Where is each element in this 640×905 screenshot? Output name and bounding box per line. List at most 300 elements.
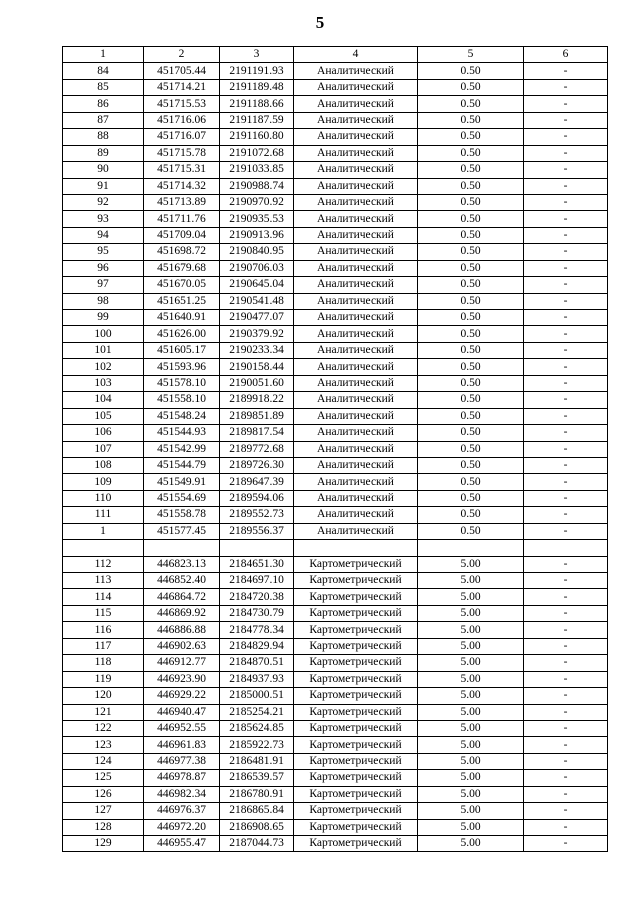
cell-method: Аналитический xyxy=(294,112,418,128)
cell-y-coordinate: 2185624.85 xyxy=(220,720,294,736)
cell-x-coordinate: 451577.45 xyxy=(144,523,220,539)
cell-note: - xyxy=(524,162,608,178)
cell-y-coordinate: 2191187.59 xyxy=(220,112,294,128)
cell-accuracy: 0.50 xyxy=(418,408,524,424)
cell-y-coordinate: 2184778.34 xyxy=(220,622,294,638)
cell-x-coordinate: 451605.17 xyxy=(144,342,220,358)
cell-y-coordinate: 2184651.30 xyxy=(220,556,294,572)
cell-method: Аналитический xyxy=(294,408,418,424)
cell-accuracy: 5.00 xyxy=(418,655,524,671)
cell-y-coordinate: 2184730.79 xyxy=(220,605,294,621)
cell-accuracy: 5.00 xyxy=(418,836,524,852)
cell-note: - xyxy=(524,655,608,671)
cell-x-coordinate: 446852.40 xyxy=(144,573,220,589)
cell-point-number: 84 xyxy=(63,63,144,79)
table-row xyxy=(63,129,608,145)
cell-method: Аналитический xyxy=(294,441,418,457)
cell-y-coordinate: 2191033.85 xyxy=(220,162,294,178)
cell-accuracy: 5.00 xyxy=(418,753,524,769)
cell-point-number: 120 xyxy=(63,688,144,704)
cell-point-number: 128 xyxy=(63,819,144,835)
table-row xyxy=(63,162,608,178)
table-row xyxy=(63,803,608,819)
cell-x-coordinate: 446864.72 xyxy=(144,589,220,605)
cell-x-coordinate: 446976.37 xyxy=(144,803,220,819)
cell-note: - xyxy=(524,770,608,786)
cell-x-coordinate: 451709.04 xyxy=(144,227,220,243)
table-row xyxy=(63,408,608,424)
cell-point-number: 118 xyxy=(63,655,144,671)
cell-y-coordinate: 2186780.91 xyxy=(220,786,294,802)
cell-point-number: 111 xyxy=(63,507,144,523)
cell-accuracy: 5.00 xyxy=(418,819,524,835)
cell-y-coordinate: 2185922.73 xyxy=(220,737,294,753)
cell-x-coordinate: 446823.13 xyxy=(144,556,220,572)
table-row xyxy=(63,770,608,786)
cell-point-number: 96 xyxy=(63,260,144,276)
cell-accuracy: 0.50 xyxy=(418,392,524,408)
cell-y-coordinate: 2184937.93 xyxy=(220,671,294,687)
cell-accuracy: 0.50 xyxy=(418,260,524,276)
cell-x-coordinate: 451716.06 xyxy=(144,112,220,128)
table-row xyxy=(63,145,608,161)
cell-y-coordinate: 2191160.80 xyxy=(220,129,294,145)
cell-note: - xyxy=(524,392,608,408)
cell-point-number: 100 xyxy=(63,326,144,342)
header-col-4: 4 xyxy=(294,47,418,63)
cell-note: - xyxy=(524,704,608,720)
cell-point-number: 1 xyxy=(63,523,144,539)
cell-x-coordinate: 451713.89 xyxy=(144,194,220,210)
cell-accuracy: 0.50 xyxy=(418,293,524,309)
cell-method: Картометрический xyxy=(294,556,418,572)
cell-note: - xyxy=(524,178,608,194)
cell-accuracy: 5.00 xyxy=(418,720,524,736)
cell-y-coordinate: 2189918.22 xyxy=(220,392,294,408)
table-row xyxy=(63,490,608,506)
cell-method: Аналитический xyxy=(294,277,418,293)
cell-method: Картометрический xyxy=(294,836,418,852)
cell-x-coordinate: 451714.21 xyxy=(144,79,220,95)
cell-note: - xyxy=(524,490,608,506)
cell-y-coordinate: 2184829.94 xyxy=(220,638,294,654)
cell-x-coordinate: 446869.92 xyxy=(144,605,220,621)
table-header xyxy=(63,47,608,63)
cell-method: Аналитический xyxy=(294,457,418,473)
cell-accuracy: 0.50 xyxy=(418,211,524,227)
cell-method: Картометрический xyxy=(294,786,418,802)
table-row xyxy=(63,293,608,309)
cell-method: Картометрический xyxy=(294,605,418,621)
cell-point-number: 129 xyxy=(63,836,144,852)
table-row xyxy=(63,211,608,227)
cell-method: Аналитический xyxy=(294,63,418,79)
cell-y-coordinate: 2189851.89 xyxy=(220,408,294,424)
cell-note: - xyxy=(524,310,608,326)
cell-accuracy: 5.00 xyxy=(418,605,524,621)
cell-method: Картометрический xyxy=(294,770,418,786)
cell-point-number: 122 xyxy=(63,720,144,736)
cell-point-number: 104 xyxy=(63,392,144,408)
cell-accuracy: 5.00 xyxy=(418,803,524,819)
cell-method: Аналитический xyxy=(294,293,418,309)
cell-note: - xyxy=(524,425,608,441)
table-row xyxy=(63,540,608,556)
cell-y-coordinate: 2189647.39 xyxy=(220,474,294,490)
cell-method: Аналитический xyxy=(294,129,418,145)
cell-y-coordinate: 2190541.48 xyxy=(220,293,294,309)
cell-accuracy: 0.50 xyxy=(418,227,524,243)
cell-point-number: 98 xyxy=(63,293,144,309)
cell-method: Картометрический xyxy=(294,622,418,638)
cell-method: Аналитический xyxy=(294,490,418,506)
cell-x-coordinate: 451554.69 xyxy=(144,490,220,506)
cell-y-coordinate: 2186539.57 xyxy=(220,770,294,786)
cell-note: - xyxy=(524,227,608,243)
table-row xyxy=(63,671,608,687)
table-body xyxy=(63,63,608,852)
cell-x-coordinate xyxy=(144,540,220,556)
cell-note: - xyxy=(524,326,608,342)
table-row xyxy=(63,836,608,852)
cell-note: - xyxy=(524,277,608,293)
cell-accuracy: 5.00 xyxy=(418,589,524,605)
cell-y-coordinate: 2184720.38 xyxy=(220,589,294,605)
cell-x-coordinate: 446940.47 xyxy=(144,704,220,720)
cell-note: - xyxy=(524,688,608,704)
cell-point-number: 115 xyxy=(63,605,144,621)
page-number: 5 xyxy=(315,13,325,32)
cell-point-number: 107 xyxy=(63,441,144,457)
cell-y-coordinate: 2190840.95 xyxy=(220,244,294,260)
cell-accuracy: 0.50 xyxy=(418,441,524,457)
cell-note: - xyxy=(524,573,608,589)
table-row xyxy=(63,605,608,621)
cell-point-number: 119 xyxy=(63,671,144,687)
cell-y-coordinate: 2190233.34 xyxy=(220,342,294,358)
cell-y-coordinate: 2189594.06 xyxy=(220,490,294,506)
cell-x-coordinate: 451679.68 xyxy=(144,260,220,276)
table-row xyxy=(63,655,608,671)
cell-method: Аналитический xyxy=(294,211,418,227)
cell-x-coordinate: 451714.32 xyxy=(144,178,220,194)
cell-y-coordinate: 2191188.66 xyxy=(220,96,294,112)
cell-note: - xyxy=(524,293,608,309)
table-row xyxy=(63,63,608,79)
cell-x-coordinate: 451698.72 xyxy=(144,244,220,260)
cell-method: Картометрический xyxy=(294,737,418,753)
cell-point-number: 125 xyxy=(63,770,144,786)
table-row xyxy=(63,392,608,408)
cell-method: Аналитический xyxy=(294,244,418,260)
cell-method: Аналитический xyxy=(294,145,418,161)
cell-accuracy: 0.50 xyxy=(418,194,524,210)
cell-point-number: 101 xyxy=(63,342,144,358)
cell-note: - xyxy=(524,63,608,79)
coordinates-table xyxy=(62,46,608,852)
header-row xyxy=(63,47,608,63)
cell-note: - xyxy=(524,737,608,753)
cell-x-coordinate: 446955.47 xyxy=(144,836,220,852)
cell-point-number: 113 xyxy=(63,573,144,589)
cell-method: Аналитический xyxy=(294,523,418,539)
cell-note: - xyxy=(524,523,608,539)
header-col-2: 2 xyxy=(144,47,220,63)
cell-note: - xyxy=(524,408,608,424)
cell-point-number xyxy=(63,540,144,556)
cell-accuracy: 5.00 xyxy=(418,671,524,687)
cell-accuracy: 0.50 xyxy=(418,277,524,293)
cell-note: - xyxy=(524,96,608,112)
table-row xyxy=(63,227,608,243)
table-row xyxy=(63,523,608,539)
cell-note: - xyxy=(524,457,608,473)
cell-accuracy: 5.00 xyxy=(418,688,524,704)
cell-point-number: 99 xyxy=(63,310,144,326)
cell-note: - xyxy=(524,359,608,375)
cell-note: - xyxy=(524,474,608,490)
cell-point-number: 116 xyxy=(63,622,144,638)
cell-method: Картометрический xyxy=(294,671,418,687)
cell-point-number: 110 xyxy=(63,490,144,506)
table-row xyxy=(63,441,608,457)
cell-note: - xyxy=(524,786,608,802)
table-row xyxy=(63,96,608,112)
table-row xyxy=(63,556,608,572)
header-col-6: 6 xyxy=(524,47,608,63)
cell-point-number: 114 xyxy=(63,589,144,605)
cell-accuracy: 5.00 xyxy=(418,622,524,638)
cell-y-coordinate xyxy=(220,540,294,556)
cell-y-coordinate: 2190913.96 xyxy=(220,227,294,243)
cell-x-coordinate: 446961.83 xyxy=(144,737,220,753)
cell-accuracy: 5.00 xyxy=(418,737,524,753)
cell-y-coordinate: 2189556.37 xyxy=(220,523,294,539)
cell-note: - xyxy=(524,622,608,638)
header-col-3: 3 xyxy=(220,47,294,63)
cell-y-coordinate: 2191191.93 xyxy=(220,63,294,79)
cell-x-coordinate: 451558.10 xyxy=(144,392,220,408)
cell-point-number: 86 xyxy=(63,96,144,112)
cell-x-coordinate: 451549.91 xyxy=(144,474,220,490)
cell-x-coordinate: 446972.20 xyxy=(144,819,220,835)
cell-point-number: 92 xyxy=(63,194,144,210)
cell-accuracy: 0.50 xyxy=(418,178,524,194)
cell-y-coordinate: 2189772.68 xyxy=(220,441,294,457)
cell-method: Картометрический xyxy=(294,638,418,654)
cell-y-coordinate: 2187044.73 xyxy=(220,836,294,852)
cell-point-number: 108 xyxy=(63,457,144,473)
table-row xyxy=(63,786,608,802)
cell-x-coordinate: 451705.44 xyxy=(144,63,220,79)
cell-x-coordinate: 451715.31 xyxy=(144,162,220,178)
cell-method: Картометрический xyxy=(294,819,418,835)
table-row xyxy=(63,720,608,736)
cell-x-coordinate: 451651.25 xyxy=(144,293,220,309)
cell-point-number: 112 xyxy=(63,556,144,572)
cell-note: - xyxy=(524,244,608,260)
cell-method: Аналитический xyxy=(294,392,418,408)
cell-y-coordinate: 2186481.91 xyxy=(220,753,294,769)
cell-x-coordinate: 446977.38 xyxy=(144,753,220,769)
cell-point-number: 106 xyxy=(63,425,144,441)
table-row xyxy=(63,507,608,523)
table-row xyxy=(63,359,608,375)
cell-y-coordinate: 2190158.44 xyxy=(220,359,294,375)
cell-y-coordinate: 2185254.21 xyxy=(220,704,294,720)
cell-x-coordinate: 446886.88 xyxy=(144,622,220,638)
cell-method: Аналитический xyxy=(294,178,418,194)
cell-accuracy: 0.50 xyxy=(418,359,524,375)
cell-y-coordinate: 2190645.04 xyxy=(220,277,294,293)
cell-y-coordinate: 2191189.48 xyxy=(220,79,294,95)
cell-x-coordinate: 451558.78 xyxy=(144,507,220,523)
cell-accuracy: 0.50 xyxy=(418,490,524,506)
cell-point-number: 103 xyxy=(63,375,144,391)
cell-accuracy: 0.50 xyxy=(418,129,524,145)
cell-note: - xyxy=(524,720,608,736)
cell-point-number: 127 xyxy=(63,803,144,819)
cell-note: - xyxy=(524,145,608,161)
table-row xyxy=(63,737,608,753)
cell-accuracy: 0.50 xyxy=(418,523,524,539)
cell-note: - xyxy=(524,589,608,605)
cell-note: - xyxy=(524,507,608,523)
table-row xyxy=(63,622,608,638)
cell-accuracy: 5.00 xyxy=(418,638,524,654)
cell-method: Аналитический xyxy=(294,310,418,326)
cell-note: - xyxy=(524,556,608,572)
cell-method: Аналитический xyxy=(294,425,418,441)
cell-accuracy: 0.50 xyxy=(418,375,524,391)
cell-note: - xyxy=(524,638,608,654)
cell-accuracy: 0.50 xyxy=(418,326,524,342)
cell-accuracy: 0.50 xyxy=(418,244,524,260)
cell-point-number: 94 xyxy=(63,227,144,243)
cell-note: - xyxy=(524,819,608,835)
cell-point-number: 102 xyxy=(63,359,144,375)
cell-accuracy: 0.50 xyxy=(418,79,524,95)
cell-accuracy: 5.00 xyxy=(418,704,524,720)
cell-x-coordinate: 451640.91 xyxy=(144,310,220,326)
table-row xyxy=(63,425,608,441)
cell-accuracy: 5.00 xyxy=(418,573,524,589)
table-row xyxy=(63,260,608,276)
cell-y-coordinate: 2191072.68 xyxy=(220,145,294,161)
cell-accuracy xyxy=(418,540,524,556)
table-row xyxy=(63,474,608,490)
cell-note: - xyxy=(524,753,608,769)
cell-accuracy: 0.50 xyxy=(418,457,524,473)
cell-x-coordinate: 451544.79 xyxy=(144,457,220,473)
table-row xyxy=(63,688,608,704)
cell-point-number: 93 xyxy=(63,211,144,227)
cell-point-number: 126 xyxy=(63,786,144,802)
cell-note: - xyxy=(524,129,608,145)
cell-method: Аналитический xyxy=(294,375,418,391)
table-row xyxy=(63,375,608,391)
cell-point-number: 124 xyxy=(63,753,144,769)
cell-point-number: 121 xyxy=(63,704,144,720)
cell-x-coordinate: 451548.24 xyxy=(144,408,220,424)
cell-point-number: 85 xyxy=(63,79,144,95)
cell-y-coordinate: 2184870.51 xyxy=(220,655,294,671)
cell-y-coordinate: 2190379.92 xyxy=(220,326,294,342)
cell-note: - xyxy=(524,441,608,457)
cell-x-coordinate: 451670.05 xyxy=(144,277,220,293)
cell-y-coordinate: 2190988.74 xyxy=(220,178,294,194)
cell-point-number: 88 xyxy=(63,129,144,145)
table-row xyxy=(63,457,608,473)
table-row xyxy=(63,194,608,210)
table-row xyxy=(63,326,608,342)
cell-y-coordinate: 2190477.07 xyxy=(220,310,294,326)
cell-accuracy: 0.50 xyxy=(418,342,524,358)
cell-method: Аналитический xyxy=(294,194,418,210)
cell-accuracy: 5.00 xyxy=(418,786,524,802)
table-row xyxy=(63,244,608,260)
header-col-1: 1 xyxy=(63,47,144,63)
cell-note: - xyxy=(524,836,608,852)
table-row xyxy=(63,573,608,589)
cell-method: Аналитический xyxy=(294,96,418,112)
cell-accuracy: 0.50 xyxy=(418,145,524,161)
cell-x-coordinate: 451544.93 xyxy=(144,425,220,441)
cell-method: Аналитический xyxy=(294,326,418,342)
cell-note: - xyxy=(524,79,608,95)
cell-method: Аналитический xyxy=(294,474,418,490)
cell-point-number: 89 xyxy=(63,145,144,161)
cell-note: - xyxy=(524,194,608,210)
cell-point-number: 95 xyxy=(63,244,144,260)
cell-x-coordinate: 446923.90 xyxy=(144,671,220,687)
cell-method: Картометрический xyxy=(294,803,418,819)
cell-y-coordinate: 2190970.92 xyxy=(220,194,294,210)
cell-point-number: 123 xyxy=(63,737,144,753)
cell-point-number: 117 xyxy=(63,638,144,654)
cell-x-coordinate: 446929.22 xyxy=(144,688,220,704)
cell-x-coordinate: 451711.76 xyxy=(144,211,220,227)
cell-method: Картометрический xyxy=(294,688,418,704)
cell-accuracy: 0.50 xyxy=(418,425,524,441)
cell-method xyxy=(294,540,418,556)
table-row xyxy=(63,753,608,769)
cell-point-number: 91 xyxy=(63,178,144,194)
cell-y-coordinate: 2190935.53 xyxy=(220,211,294,227)
cell-x-coordinate: 446982.34 xyxy=(144,786,220,802)
table-row xyxy=(63,178,608,194)
cell-note: - xyxy=(524,375,608,391)
cell-x-coordinate: 446978.87 xyxy=(144,770,220,786)
header-col-5: 5 xyxy=(418,47,524,63)
cell-method: Аналитический xyxy=(294,79,418,95)
cell-y-coordinate: 2190706.03 xyxy=(220,260,294,276)
cell-method: Картометрический xyxy=(294,720,418,736)
table-row xyxy=(63,819,608,835)
table-row xyxy=(63,638,608,654)
cell-method: Картометрический xyxy=(294,655,418,671)
cell-accuracy: 0.50 xyxy=(418,474,524,490)
cell-y-coordinate: 2189817.54 xyxy=(220,425,294,441)
cell-accuracy: 0.50 xyxy=(418,162,524,178)
cell-note: - xyxy=(524,211,608,227)
cell-accuracy: 5.00 xyxy=(418,556,524,572)
table-row xyxy=(63,704,608,720)
cell-accuracy: 5.00 xyxy=(418,770,524,786)
cell-method: Картометрический xyxy=(294,753,418,769)
cell-method: Картометрический xyxy=(294,573,418,589)
cell-x-coordinate: 446952.55 xyxy=(144,720,220,736)
